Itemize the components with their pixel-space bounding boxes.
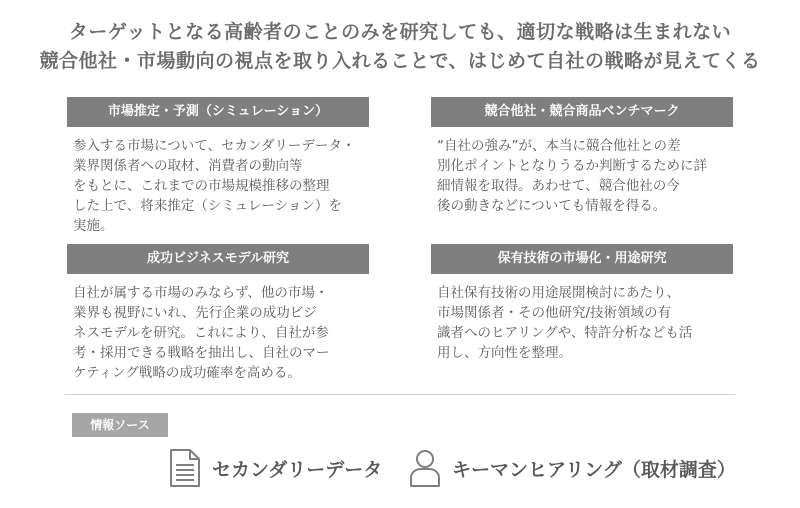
card-market-forecast-body: 参入する市場について、セカンダリーデータ・ 業界関係者への取材、消費者の動向等 をもとに、これまでの市場規模推移の整理 した上で、将来推定（シミュレーション）を 実施。 [73, 138, 356, 234]
info-source-label: 情報ソース [72, 413, 168, 437]
headline-line-2: 競合他社・市場動向の視点を取り入れることで、はじめて自社の戦略が見えてくる [39, 50, 761, 72]
source-keyman-hearing-label: キーマンヒアリング（取材調査） [452, 458, 736, 481]
document-icon [168, 448, 202, 488]
source-secondary-data-label: セカンダリーデータ [212, 458, 383, 481]
headline-line-1: ターゲットとなる高齢者のことのみを研究しても、適切な戦略は生まれない [68, 21, 732, 43]
section-divider [65, 394, 735, 395]
source-secondary-data [168, 448, 382, 488]
card-technology-title: 保有技術の市場化・用途研究 [431, 244, 733, 274]
card-business-model-body: 自社が属する市場のみならず、他の市場・ 業界も視野にいれ、先行企業の成功ビジ ネスモデルを研究。これにより、自社が参 考・採用できる戦略を抽出し、自社のマー ケティング戦略の成功確率を高める。 [73, 285, 330, 381]
card-market-forecast-title: 市場推定・予測（シミュレーション） [67, 97, 369, 127]
card-competitor-benchmark-title: 競合他社・競合商品ベンチマーク [431, 97, 733, 127]
person-icon [408, 448, 442, 488]
card-technology-body: 自社保有技術の用途展開検討にあたり、 市場関係者・その他研究/技術領域の有 識者へのヒアリングや、特許分析なども活 用し、方向性を整理。 [437, 285, 693, 361]
card-business-model-title: 成功ビジネスモデル研究 [67, 244, 369, 274]
card-competitor-benchmark-body: “自社の強み”が、本当に競合他社との差 別化ポイントとなりうるか判断するために詳 細情報を取得。あわせて、競合他社の今 後の動きなどについても情報を得る。 [437, 138, 707, 214]
source-keyman-hearing [408, 448, 736, 488]
